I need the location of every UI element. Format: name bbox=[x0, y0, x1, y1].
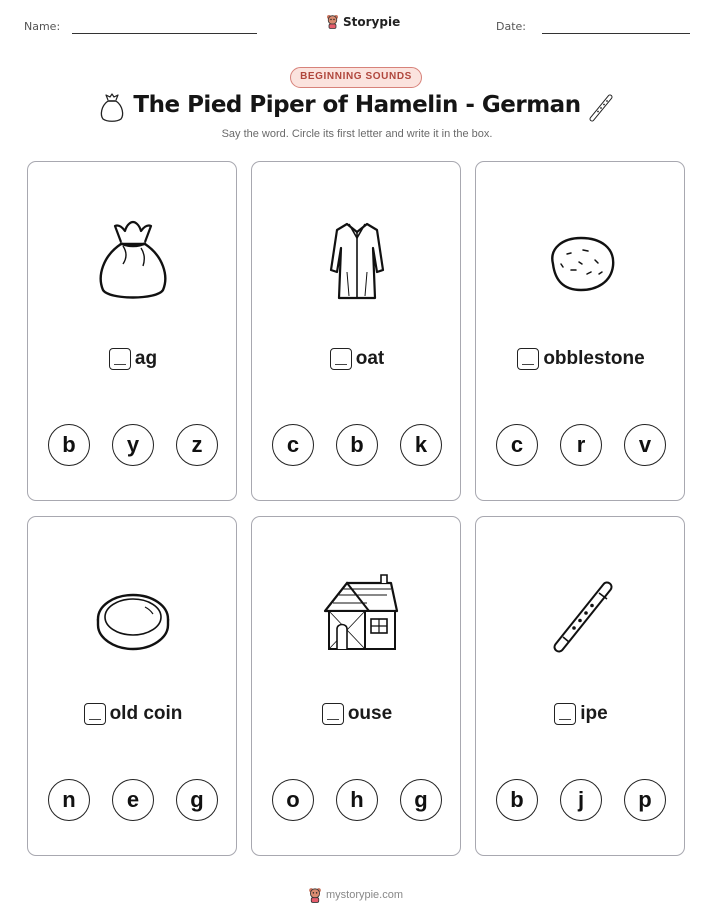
worksheet-type-badge: BEGINNING SOUNDS bbox=[290, 67, 422, 88]
letter-options bbox=[476, 424, 686, 466]
letter-option[interactable]: c bbox=[496, 424, 538, 466]
footer-url: mystorypie.com bbox=[326, 889, 404, 901]
letter-answer-box[interactable] bbox=[517, 348, 539, 370]
letter-answer-box[interactable] bbox=[84, 703, 106, 725]
letter-option[interactable]: b bbox=[496, 779, 538, 821]
word-card bbox=[251, 161, 461, 501]
word-card bbox=[475, 516, 685, 856]
cobblestone-icon bbox=[531, 212, 631, 312]
word-prompt bbox=[28, 348, 238, 370]
letter-option[interactable]: y bbox=[112, 424, 154, 466]
word-ending: old coin bbox=[109, 703, 183, 724]
letter-options bbox=[252, 779, 462, 821]
word-prompt bbox=[252, 348, 462, 370]
footer bbox=[308, 887, 403, 903]
word-prompt bbox=[252, 703, 462, 725]
date-label: Date: bbox=[496, 20, 526, 33]
letter-options bbox=[28, 779, 238, 821]
word-ending: ag bbox=[134, 348, 158, 369]
word-ending: oat bbox=[355, 348, 385, 369]
letter-option[interactable]: e bbox=[112, 779, 154, 821]
letter-option[interactable]: o bbox=[272, 779, 314, 821]
word-card bbox=[251, 516, 461, 856]
bear-icon bbox=[308, 887, 322, 903]
letter-answer-box[interactable] bbox=[330, 348, 352, 370]
letter-options bbox=[28, 424, 238, 466]
word-card bbox=[27, 516, 237, 856]
bear-icon bbox=[326, 14, 339, 29]
word-ending: ipe bbox=[580, 703, 608, 724]
letter-option[interactable]: c bbox=[272, 424, 314, 466]
word-ending: ouse bbox=[347, 703, 393, 724]
sack-icon bbox=[83, 212, 183, 312]
letter-option[interactable]: n bbox=[48, 779, 90, 821]
flute-icon bbox=[588, 91, 616, 123]
letter-option[interactable]: b bbox=[336, 424, 378, 466]
date-line[interactable] bbox=[542, 33, 690, 34]
brand-logo bbox=[326, 14, 400, 29]
letter-option[interactable]: b bbox=[48, 424, 90, 466]
page-title: The Pied Piper of Hamelin - German bbox=[133, 92, 581, 118]
letter-answer-box[interactable] bbox=[554, 703, 576, 725]
house-icon bbox=[307, 567, 407, 667]
name-label: Name: bbox=[24, 20, 61, 33]
letter-option[interactable]: j bbox=[560, 779, 602, 821]
letter-options bbox=[476, 779, 686, 821]
letter-answer-box[interactable] bbox=[322, 703, 344, 725]
pipe-icon bbox=[531, 567, 631, 667]
letter-option[interactable]: g bbox=[400, 779, 442, 821]
letter-option[interactable]: p bbox=[624, 779, 666, 821]
letter-option[interactable]: r bbox=[560, 424, 602, 466]
brand-name: Storypie bbox=[343, 14, 401, 29]
word-prompt bbox=[28, 703, 238, 725]
word-prompt bbox=[476, 703, 686, 725]
word-card bbox=[475, 161, 685, 501]
word-ending: obblestone bbox=[543, 348, 645, 369]
coat-icon bbox=[307, 212, 407, 312]
gold-coin-icon bbox=[83, 567, 183, 667]
letter-options bbox=[252, 424, 462, 466]
letter-option[interactable]: k bbox=[400, 424, 442, 466]
letter-option[interactable]: v bbox=[624, 424, 666, 466]
word-prompt bbox=[476, 348, 686, 370]
letter-option[interactable]: h bbox=[336, 779, 378, 821]
name-line[interactable] bbox=[72, 33, 257, 34]
letter-option[interactable]: g bbox=[176, 779, 218, 821]
instructions: Say the word. Circle its first letter and write it in the box. bbox=[221, 128, 493, 140]
word-card bbox=[27, 161, 237, 501]
letter-answer-box[interactable] bbox=[109, 348, 131, 370]
letter-option[interactable]: z bbox=[176, 424, 218, 466]
